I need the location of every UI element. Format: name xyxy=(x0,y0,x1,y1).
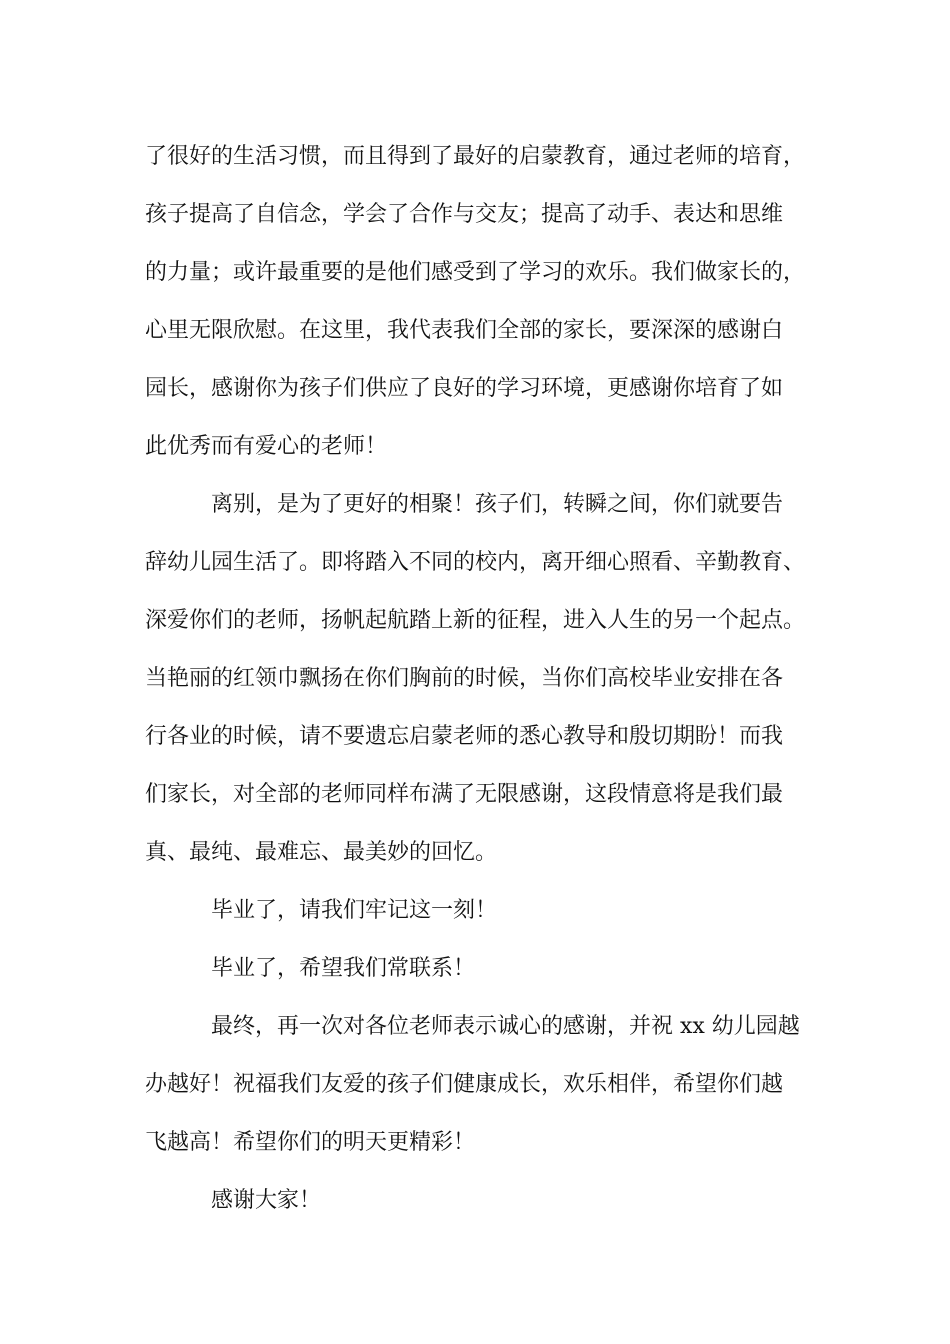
document-body xyxy=(145,128,835,1230)
paragraph-line: 心里无限欣慰。在这里，我代表我们全部的家长，要深深的感谢白 xyxy=(145,318,784,343)
paragraph-line: 毕业了，请我们牢记这一刻！ xyxy=(211,898,498,923)
paragraph-line: 最终，再一次对各位老师表示诚心的感谢，并祝 xx 幼儿园越 xyxy=(211,1014,800,1039)
paragraph-line: 深爱你们的老师，扬帆起航踏上新的征程，进入人生的另一个起点。 xyxy=(145,608,806,633)
paragraph-line: 园长，感谢你为孩子们供应了良好的学习环境，更感谢你培育了如 xyxy=(145,376,784,401)
paragraph-line: 们家长，对全部的老师同样布满了无限感谢，这段情意将是我们最 xyxy=(145,782,784,807)
paragraph-line: 办越好！祝福我们友爱的孩子们健康成长，欢乐相伴，希望你们越 xyxy=(145,1072,784,1097)
paragraph-line: 行各业的时候，请不要遗忘启蒙老师的悉心教导和殷切期盼！而我 xyxy=(145,724,784,749)
paragraph-line: 当艳丽的红领巾飘扬在你们胸前的时候，当你们高校毕业安排在各 xyxy=(145,666,784,691)
paragraph-line: 离别，是为了更好的相聚！孩子们，转瞬之间，你们就要告 xyxy=(211,492,784,517)
paragraph-line: 了很好的生活习惯，而且得到了最好的启蒙教育，通过老师的培育， xyxy=(145,144,806,169)
paragraph-line: 毕业了，希望我们常联系！ xyxy=(211,956,476,981)
paragraph-line: 飞越高！希望你们的明天更精彩！ xyxy=(145,1130,476,1155)
paragraph-line: 此优秀而有爱心的老师！ xyxy=(145,434,388,459)
paragraph-line: 孩子提高了自信念，学会了合作与交友；提高了动手、表达和思维 xyxy=(145,202,784,227)
paragraph-line: 的力量；或许最重要的是他们感受到了学习的欢乐。我们做家长的， xyxy=(145,260,806,285)
paragraph-line: 辞幼儿园生活了。即将踏入不同的校内，离开细心照看、辛勤教育、 xyxy=(145,550,806,575)
paragraph-line: 真、最纯、最难忘、最美妙的回忆。 xyxy=(145,840,498,865)
paragraph-line: 感谢大家！ xyxy=(211,1188,322,1213)
